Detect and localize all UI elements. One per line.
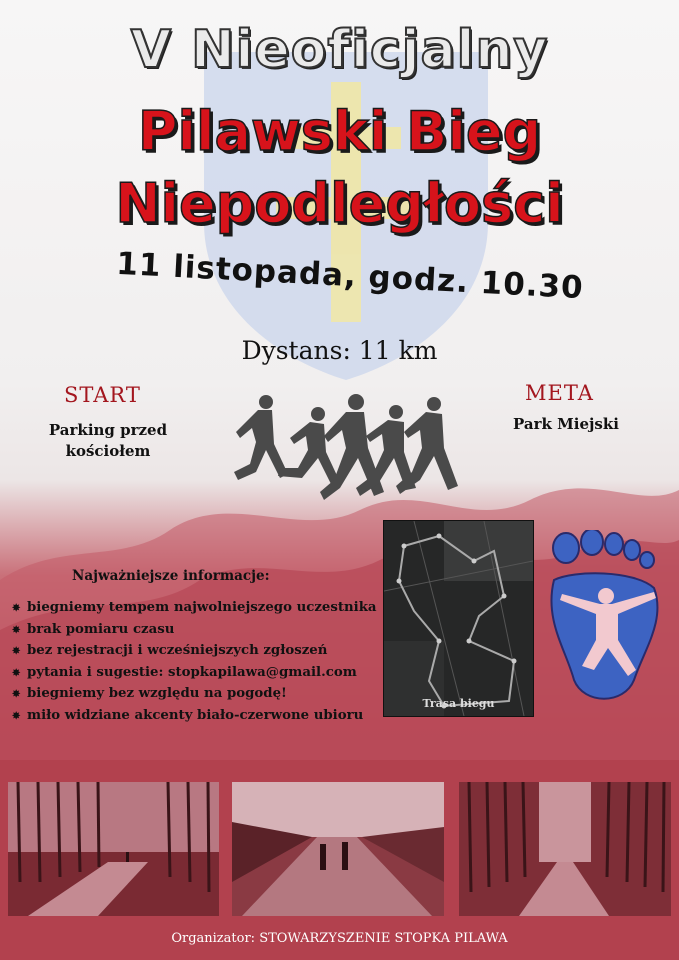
foot-logo-icon bbox=[544, 530, 666, 705]
list-item bbox=[12, 684, 377, 706]
title-line-2: Pilawski Bieg bbox=[137, 100, 542, 163]
list-item-text: biegniemy tempem najwolniejszego uczestnika bbox=[27, 600, 377, 615]
list-item-text: biegniemy bez względu na pogodę! bbox=[27, 686, 287, 702]
organizer-name: STOWARZYSZENIE STOPKA PILAWA bbox=[259, 931, 508, 946]
photo-forest-path-2 bbox=[459, 782, 671, 916]
title-line-1: V Nieoficjalny bbox=[130, 20, 549, 80]
event-date: 11 listopada, godz. 10.30 bbox=[115, 245, 585, 307]
list-item bbox=[12, 598, 377, 620]
organizer-prefix: Organizator: bbox=[171, 931, 256, 946]
info-list bbox=[12, 598, 377, 728]
photo-forest-path-1 bbox=[8, 782, 219, 916]
asterisk-bullet-icon: ✸ bbox=[12, 624, 21, 636]
start-label: START bbox=[64, 383, 141, 407]
finish-place: Park Miejski bbox=[513, 415, 619, 433]
list-item bbox=[12, 620, 377, 642]
route-map-image bbox=[384, 521, 533, 716]
list-item-text: brak pomiaru czasu bbox=[27, 621, 175, 637]
map-label: Trasa biegu bbox=[422, 697, 495, 710]
organizer bbox=[0, 931, 679, 946]
asterisk-bullet-icon: ✸ bbox=[12, 710, 21, 722]
list-item-text: pytania i sugestie: stopkapilawa@gmail.com bbox=[27, 664, 357, 680]
asterisk-bullet-icon: ✸ bbox=[12, 646, 21, 658]
finish-label: META bbox=[525, 381, 594, 405]
list-item-text: bez rejestracji i wcześniejszych zgłoszeń bbox=[27, 643, 328, 659]
list-item-text: miło widziane akcenty biało-czerwone ubioru bbox=[27, 707, 364, 723]
asterisk-bullet-icon: ✸ bbox=[12, 667, 21, 679]
photo-runners-path bbox=[232, 782, 444, 916]
list-item bbox=[12, 641, 377, 663]
route-map bbox=[383, 520, 534, 717]
start-place: Parking przed kościołem bbox=[48, 421, 168, 460]
list-item bbox=[12, 706, 377, 728]
list-item bbox=[12, 663, 377, 685]
distance: Dystans: 11 km bbox=[241, 336, 438, 365]
info-title: Najważniejsze informacje: bbox=[72, 568, 270, 584]
runners-silhouette-icon bbox=[228, 392, 463, 510]
title-line-3: Niepodległości bbox=[115, 172, 564, 235]
asterisk-bullet-icon: ✸ bbox=[12, 689, 21, 701]
asterisk-bullet-icon: ✸ bbox=[12, 603, 21, 614]
